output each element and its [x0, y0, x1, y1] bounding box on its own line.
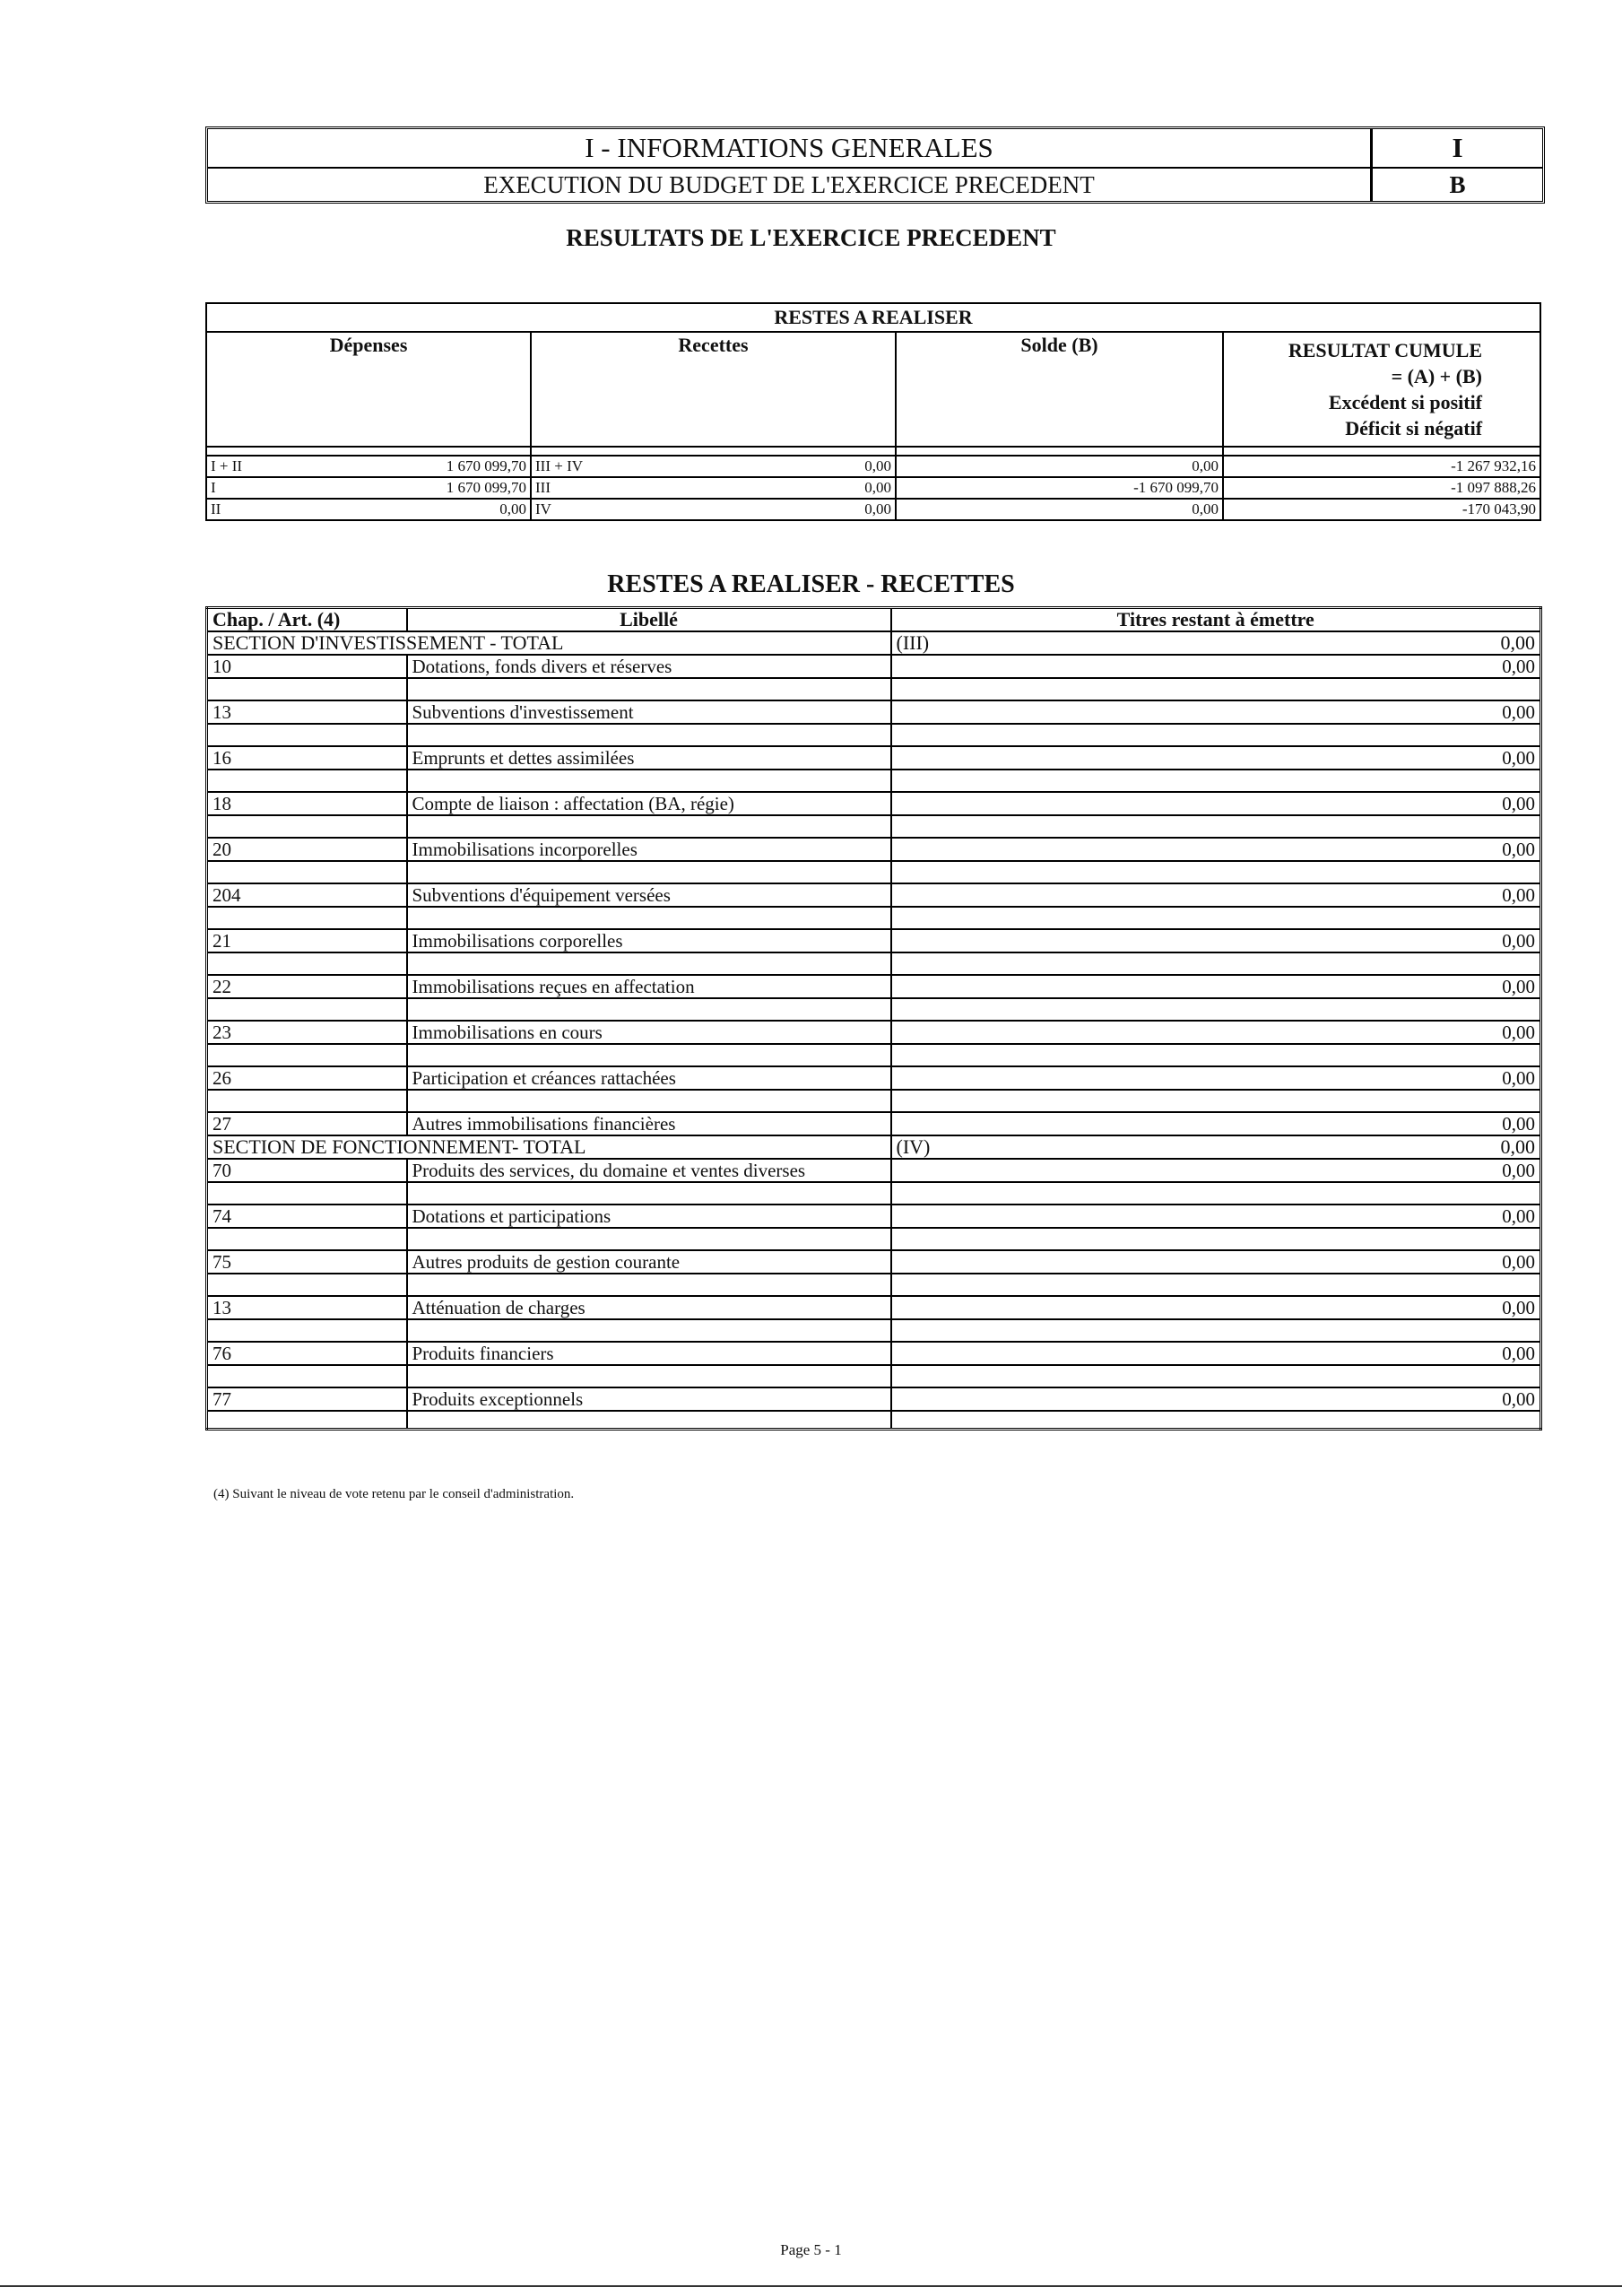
chap-code: 75	[207, 1250, 407, 1274]
libelle: Subventions d'investissement	[407, 700, 891, 724]
titres-value: 0,00	[891, 1250, 1541, 1274]
libelle: Produits financiers	[407, 1342, 891, 1365]
col-depenses: Dépenses	[206, 332, 531, 447]
titres-value: 0,00	[891, 746, 1541, 770]
section-total: 0,00	[1500, 1135, 1535, 1158]
header-row-subtitle	[208, 169, 1542, 201]
libelle: Participation et créances rattachées	[407, 1066, 891, 1090]
col-recettes: Recettes	[531, 332, 896, 447]
libelle: Immobilisations en cours	[407, 1021, 891, 1044]
chap-code: 76	[207, 1342, 407, 1365]
recette-row	[207, 1112, 1541, 1135]
col-resultat-line-4: Déficit si négatif	[1345, 416, 1483, 439]
row-spacer	[207, 1228, 1541, 1250]
chap-code: 27	[207, 1112, 407, 1135]
row-spacer	[207, 1274, 1541, 1296]
solde-value: -1 670 099,70	[896, 477, 1223, 499]
row-spacer	[207, 1044, 1541, 1066]
recette-row	[207, 1066, 1541, 1090]
resultat-value: -1 097 888,26	[1223, 477, 1540, 499]
footnote: (4) Suivant le niveau de vote retenu par le conseil d'administration.	[213, 1487, 575, 1501]
resultat-value: -170 043,90	[1223, 499, 1540, 520]
section-total-cell	[891, 631, 1541, 655]
titres-value: 0,00	[891, 1112, 1541, 1135]
libelle: Immobilisations reçues en affectation	[407, 975, 891, 998]
titres-value: 0,00	[891, 1342, 1541, 1365]
chap-code: 23	[207, 1021, 407, 1044]
titres-value: 0,00	[891, 929, 1541, 952]
recette-row	[207, 746, 1541, 770]
row-spacer	[207, 1411, 1541, 1430]
libelle: Dotations et participations	[407, 1205, 891, 1228]
titres-value: 0,00	[891, 700, 1541, 724]
libelle: Compte de liaison : affectation (BA, régie)	[407, 792, 891, 815]
chap-code: 26	[207, 1066, 407, 1090]
titres-value: 0,00	[891, 883, 1541, 907]
recette-row	[207, 883, 1541, 907]
row-spacer	[207, 770, 1541, 792]
section-total-row	[207, 1135, 1541, 1159]
dep-value: 0,00	[499, 500, 526, 517]
libelle: Produits des services, du domaine et ventes diverses	[407, 1159, 891, 1182]
recette-row	[207, 975, 1541, 998]
col-libelle: Libellé	[407, 608, 891, 632]
recette-row	[207, 700, 1541, 724]
dep-label: I	[211, 479, 216, 496]
restes-table	[205, 302, 1541, 521]
recettes-body	[207, 631, 1541, 1430]
section-total-row	[207, 631, 1541, 655]
section-code: (III)	[896, 631, 930, 654]
dep-label: I + II	[211, 457, 243, 474]
libelle: Immobilisations incorporelles	[407, 838, 891, 861]
chap-code: 10	[207, 655, 407, 678]
section-code: (IV)	[896, 1135, 931, 1158]
header-code-1: I	[1452, 132, 1463, 163]
titres-value: 0,00	[891, 1387, 1541, 1411]
recette-row	[207, 1159, 1541, 1182]
row-spacer	[207, 724, 1541, 746]
libelle: Autres immobilisations financières	[407, 1112, 891, 1135]
results-title: RESULTATS DE L'EXERCICE PRECEDENT	[566, 224, 1056, 251]
bottom-rule	[0, 2285, 1622, 2287]
recette-row	[207, 1250, 1541, 1274]
libelle: Atténuation de charges	[407, 1296, 891, 1319]
row-spacer	[207, 907, 1541, 929]
dep-label: II	[211, 500, 221, 517]
libelle: Autres produits de gestion courante	[407, 1250, 891, 1274]
titres-value: 0,00	[891, 975, 1541, 998]
resultat-value: -1 267 932,16	[1223, 456, 1540, 477]
titres-value: 0,00	[891, 1021, 1541, 1044]
chap-code: 22	[207, 975, 407, 998]
recette-row	[207, 929, 1541, 952]
libelle: Subventions d'équipement versées	[407, 883, 891, 907]
row-spacer	[207, 998, 1541, 1021]
libelle: Immobilisations corporelles	[407, 929, 891, 952]
chap-code: 70	[207, 1159, 407, 1182]
libelle: Emprunts et dettes assimilées	[407, 746, 891, 770]
row-spacer	[207, 952, 1541, 975]
rec-value: 0,00	[864, 457, 891, 474]
chap-code: 13	[207, 700, 407, 724]
restes-row	[206, 456, 1540, 477]
libelle: Dotations, fonds divers et réserves	[407, 655, 891, 678]
row-spacer	[207, 1090, 1541, 1112]
chap-code: 77	[207, 1387, 407, 1411]
recette-row	[207, 838, 1541, 861]
solde-value: 0,00	[896, 499, 1223, 520]
restes-title: RESTES A REALISER	[206, 303, 1540, 332]
titres-value: 0,00	[891, 1066, 1541, 1090]
col-chap: Chap. / Art. (4)	[207, 608, 407, 632]
section-total: 0,00	[1500, 631, 1535, 654]
titres-value: 0,00	[891, 1159, 1541, 1182]
libelle: Produits exceptionnels	[407, 1387, 891, 1411]
titres-value: 0,00	[891, 1205, 1541, 1228]
row-spacer	[207, 1182, 1541, 1205]
rec-value: 0,00	[864, 479, 891, 496]
col-titres: Titres restant à émettre	[891, 608, 1541, 632]
restes-row	[206, 477, 1540, 499]
row-spacer	[207, 1319, 1541, 1342]
recettes-header-row	[207, 608, 1541, 632]
section-label: SECTION D'INVESTISSEMENT - TOTAL	[207, 631, 891, 655]
rec-label: IV	[535, 500, 551, 517]
row-spacer	[207, 678, 1541, 700]
row-spacer	[207, 861, 1541, 883]
header-title: I - INFORMATIONS GENERALES	[208, 129, 1373, 167]
header-box	[205, 126, 1545, 204]
titres-value: 0,00	[891, 1296, 1541, 1319]
recettes-title: RESTES A REALISER - RECETTES	[607, 570, 1015, 598]
recette-row	[207, 655, 1541, 678]
recette-row	[207, 1387, 1541, 1411]
chap-code: 13	[207, 1296, 407, 1319]
dep-value: 1 670 099,70	[446, 457, 526, 474]
dep-value: 1 670 099,70	[446, 479, 526, 496]
row-spacer	[207, 815, 1541, 838]
titres-value: 0,00	[891, 838, 1541, 861]
recette-row	[207, 792, 1541, 815]
recette-row	[207, 1021, 1541, 1044]
rec-label: III	[535, 479, 551, 496]
recettes-table	[205, 606, 1542, 1431]
section-label: SECTION DE FONCTIONNEMENT- TOTAL	[207, 1135, 891, 1159]
header-row-title	[208, 129, 1542, 169]
titres-value: 0,00	[891, 655, 1541, 678]
chap-code: 16	[207, 746, 407, 770]
restes-row	[206, 499, 1540, 520]
solde-value: 0,00	[896, 456, 1223, 477]
chap-code: 18	[207, 792, 407, 815]
recette-row	[207, 1342, 1541, 1365]
recette-row	[207, 1296, 1541, 1319]
page-number: Page 5 - 1	[780, 2241, 842, 2258]
rec-value: 0,00	[864, 500, 891, 517]
col-resultat-line-3: Excédent si positif	[1328, 390, 1483, 413]
chap-code: 20	[207, 838, 407, 861]
rec-label: III + IV	[535, 457, 584, 474]
col-resultat	[1223, 332, 1540, 447]
row-spacer	[207, 1365, 1541, 1387]
col-resultat-line-1: RESULTAT CUMULE	[1288, 338, 1483, 361]
chap-code: 74	[207, 1205, 407, 1228]
header-code-2: B	[1449, 171, 1466, 198]
chap-code: 204	[207, 883, 407, 907]
col-solde: Solde (B)	[896, 332, 1223, 447]
titres-value: 0,00	[891, 792, 1541, 815]
header-subtitle: EXECUTION DU BUDGET DE L'EXERCICE PRECEDENT	[208, 169, 1373, 201]
section-total-cell	[891, 1135, 1541, 1159]
recette-row	[207, 1205, 1541, 1228]
col-resultat-line-2: = (A) + (B)	[1391, 364, 1483, 387]
chap-code: 21	[207, 929, 407, 952]
